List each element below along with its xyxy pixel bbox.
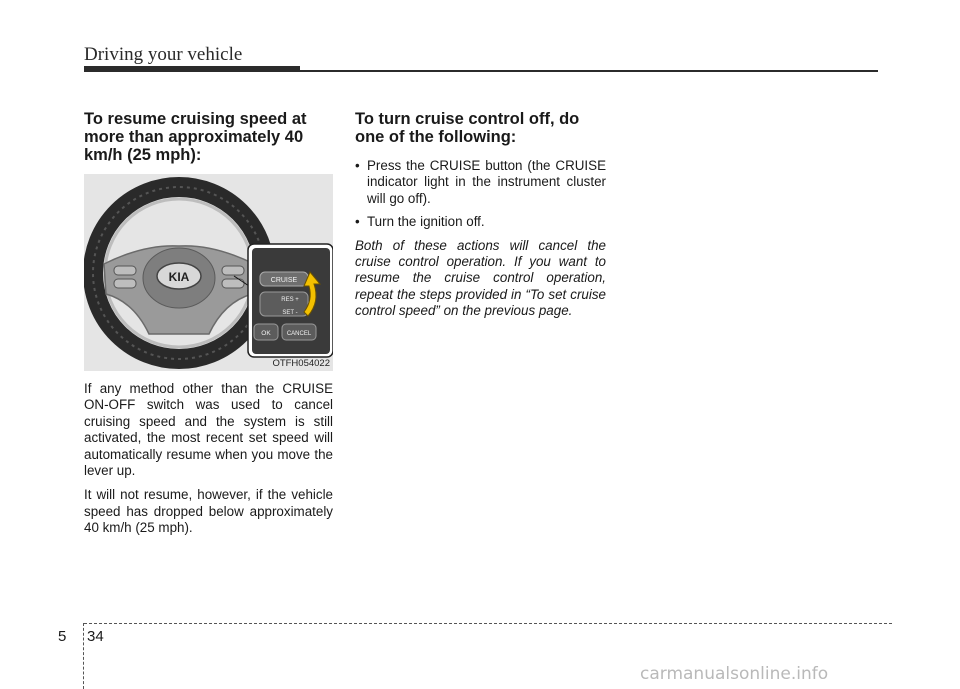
resume-paragraph-1: If any method other than the CRUISE ON-OFF switch was used to cancel cruising speed and the system is still activated, the most recent set speed will automatically resume when you move the lever up. <box>84 381 333 479</box>
bullet-text: Turn the ignition off. <box>367 214 485 230</box>
steering-wheel-figure <box>84 174 333 371</box>
page-number: 34 <box>87 628 104 645</box>
list-item <box>355 214 606 230</box>
resume-paragraph-2: It will not resume, however, if the vehicle speed has dropped below approximately 40 km/h (25 mph). <box>84 487 333 536</box>
bullet-text: Press the CRUISE button (the CRUISE indicator light in the instrument cluster will go off). <box>367 158 606 206</box>
header-rule-thin <box>300 70 878 72</box>
off-heading: To turn cruise control off, do one of the following: <box>355 110 580 146</box>
off-bullet-list <box>355 158 606 231</box>
chapter-number: 5 <box>58 628 67 645</box>
cancel-note: Both of these actions will cancel the cruise control operation. If you want to resume the cruise control operation, repeat the steps provided in “To set cruise control speed” on the previous page. <box>355 237 606 319</box>
bullet-icon: • <box>355 214 360 230</box>
watermark: carmanualsonline.info <box>640 664 829 684</box>
steering-wheel-illustration <box>84 174 333 371</box>
res-label: RES + <box>281 297 299 303</box>
cruise-label: CRUISE <box>270 277 298 284</box>
cancel-label: CANCEL <box>286 331 312 337</box>
set-label: SET - <box>282 310 298 316</box>
resume-heading: To resume cruising speed at more than approximately 40 km/h (25 mph): <box>84 110 307 164</box>
bullet-icon: • <box>355 158 360 173</box>
header-rule-thick <box>84 66 300 72</box>
right-column <box>355 110 606 320</box>
page-header-title: Driving your vehicle <box>84 44 243 65</box>
list-item <box>355 158 606 207</box>
left-column <box>84 110 333 537</box>
ok-label: OK <box>261 330 271 337</box>
footer-vertical-rule <box>83 623 84 689</box>
footer-rule <box>84 623 892 624</box>
figure-code: OTFH054022 <box>272 358 330 369</box>
kia-logo: KIA <box>168 270 190 284</box>
